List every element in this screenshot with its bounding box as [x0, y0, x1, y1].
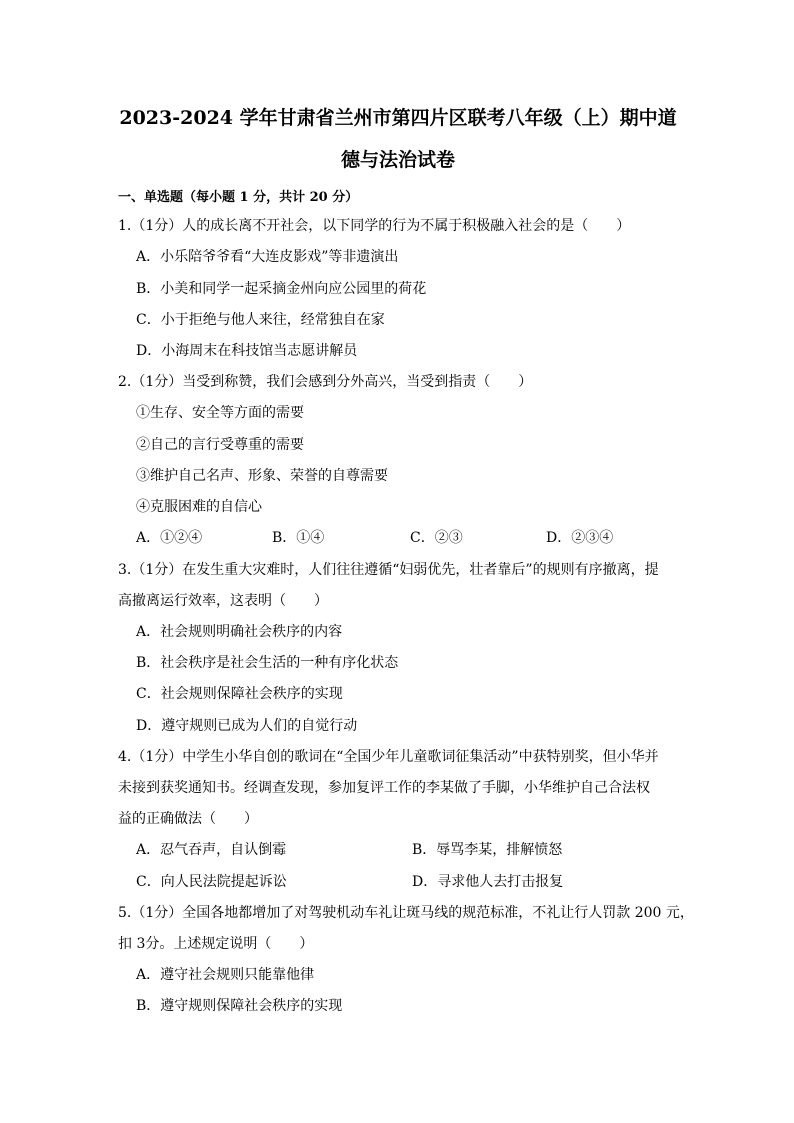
question-2-option-d: D．②③④	[546, 530, 614, 546]
question-2-statement-3: ③维护自己名声、形象、荣誉的自尊需要	[136, 468, 388, 484]
question-4-option-d: D．寻求他人去打击报复	[412, 874, 564, 890]
question-3-option-c: C．社会规则保障社会秩序的实现	[136, 686, 343, 702]
exam-title-line-2: 德与法治试卷	[340, 149, 455, 171]
question-3-stem-line-2: 高撤离运行效率，这表明（ ）	[118, 593, 328, 609]
question-5-stem-line-1: 5.（1分）全国各地都增加了对驾驶机动车礼让斑马线的规范标准，不礼让行人罚款 200 元，	[118, 905, 694, 921]
section-heading-single-choice: 一、单选题（每小题 1 分，共计 20 分）	[118, 190, 359, 205]
question-2-statement-1: ①生存、安全等方面的需要	[136, 405, 304, 421]
question-3-option-b: B．社会秩序是社会生活的一种有序化状态	[136, 655, 399, 671]
question-1-option-d: D．小海周末在科技馆当志愿讲解员	[136, 343, 358, 359]
question-5-option-b: B．遵守规则保障社会秩序的实现	[136, 998, 343, 1014]
question-5-stem-line-2: 扣 3分。上述规定说明（ ）	[118, 936, 314, 952]
question-4-stem-line-2: 未接到获奖通知书。经调查发现，参加复评工作的李某做了手脚，小华维护自己合法权	[118, 780, 650, 796]
question-2-option-c: C．②③	[410, 530, 463, 546]
question-3-stem-line-1: 3.（1分）在发生重大灾难时，人们往往遵循“妇弱优先，壮者靠后”的规则有序撤离，提	[118, 562, 659, 578]
question-4-option-b: B．辱骂李某，排解愤怒	[412, 842, 563, 858]
question-3-option-a: A．社会规则明确社会秩序的内容	[136, 624, 343, 640]
question-2-statement-4: ④克服困难的自信心	[136, 499, 262, 515]
question-3-option-d: D．遵守规则已成为人们的自觉行动	[136, 718, 358, 734]
question-1-stem: 1.（1分）人的成长离不开社会，以下同学的行为不属于积极融入社会的是（ ）	[118, 218, 631, 234]
question-1-option-c: C．小于拒绝与他人来往，经常独自在家	[136, 312, 385, 328]
question-2-option-b: B．①④	[272, 530, 325, 546]
question-4-stem-line-3: 益的正确做法（ ）	[118, 811, 258, 827]
question-1-option-a: A．小乐陪爷爷看“大连皮影戏”等非遗演出	[136, 249, 399, 265]
question-2-stem: 2.（1分）当受到称赞，我们会感到分外高兴，当受到指责（ ）	[118, 374, 533, 390]
question-2-statement-2: ②自己的言行受尊重的需要	[136, 437, 304, 453]
question-5-option-a: A．遵守社会规则只能靠他律	[136, 967, 315, 983]
question-1-option-b: B．小美和同学一起采摘金州向应公园里的荷花	[136, 281, 427, 297]
question-2-option-a: A．①②④	[136, 530, 203, 546]
exam-title-line-1: 2023-2024 学年甘肃省兰州市第四片区联考八年级（上）期中道	[119, 107, 677, 129]
question-4-option-a: A．忍气吞声，自认倒霉	[136, 842, 287, 858]
question-4-option-c: C．向人民法院提起诉讼	[136, 874, 287, 890]
question-4-stem-line-1: 4.（1分）中学生小华自创的歌词在“全国少年儿童歌词征集活动”中获特别奖，但小华并	[118, 749, 659, 765]
